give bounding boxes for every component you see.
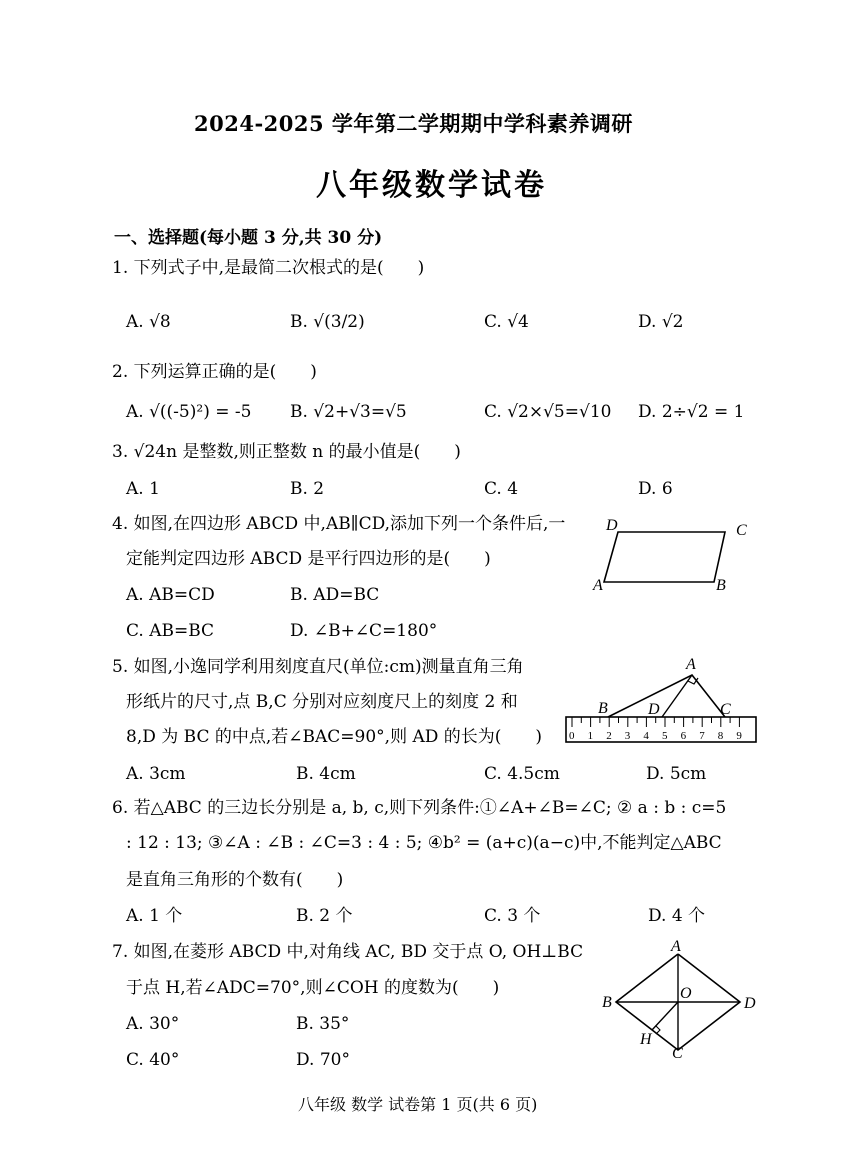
q3-option-c: C. 4 bbox=[484, 479, 519, 499]
q7-rhombus-figure bbox=[596, 938, 766, 1063]
q4-label-a: A bbox=[593, 577, 603, 594]
q4-parallelogram-figure bbox=[590, 510, 760, 600]
q4-stem-line1: 4. 如图,在四边形 ABCD 中,AB∥CD,添加下列一个条件后,一 bbox=[112, 514, 566, 534]
q7-label-a: A bbox=[671, 938, 681, 955]
q7-option-b: B. 35° bbox=[296, 1014, 350, 1034]
q6-option-b: B. 2 个 bbox=[296, 906, 353, 926]
q1-stem: 1. 下列式子中,是最简二次根式的是( ) bbox=[112, 258, 425, 278]
q5-option-a: A. 3cm bbox=[126, 764, 186, 784]
q2-stem: 2. 下列运算正确的是( ) bbox=[112, 362, 317, 382]
q5-ruler-triangle-figure bbox=[560, 650, 760, 750]
q7-option-a: A. 30° bbox=[126, 1014, 180, 1034]
q5-option-b: B. 4cm bbox=[296, 764, 356, 784]
q4-option-b: B. AD=BC bbox=[290, 585, 380, 605]
q5-stem-line2: 形纸片的尺寸,点 B,C 分别对应刻度尺上的刻度 2 和 bbox=[126, 692, 518, 712]
q5-label-a: A bbox=[686, 656, 696, 673]
ruler-tick-label: 5 bbox=[662, 730, 668, 742]
q7-option-c: C. 40° bbox=[126, 1050, 180, 1070]
q6-stem-line2: : 12 : 13; ③∠A : ∠B : ∠C=3 : 4 : 5; ④b² = (a+c)(a−c)中,不能判定△ABC bbox=[126, 833, 722, 853]
q2-option-a: A. √((-5)²) = -5 bbox=[126, 402, 252, 422]
q6-option-c: C. 3 个 bbox=[484, 906, 541, 926]
q7-label-d: D bbox=[744, 995, 756, 1012]
q1-option-c: C. √4 bbox=[484, 312, 529, 332]
ruler-tick-label: 1 bbox=[587, 730, 594, 742]
q1-option-d: D. √2 bbox=[638, 312, 684, 332]
q4-option-a: A. AB=CD bbox=[126, 585, 215, 605]
ruler-tick-label: 3 bbox=[624, 730, 631, 742]
q1-option-b: B. √(3/2) bbox=[290, 312, 365, 332]
ruler-tick-label: 8 bbox=[717, 730, 724, 742]
q7-label-o: O bbox=[680, 985, 692, 1002]
q2-option-c: C. √2×√5=√10 bbox=[484, 402, 612, 422]
section-heading: 一、选择题(每小题 3 分,共 30 分) bbox=[114, 228, 383, 248]
q6-option-a: A. 1 个 bbox=[126, 906, 183, 926]
q2-option-b: B. √2+√3=√5 bbox=[290, 402, 407, 422]
q5-label-d: D bbox=[648, 701, 660, 718]
q1-option-a: A. √8 bbox=[126, 312, 171, 332]
ruler bbox=[566, 717, 756, 742]
q4-option-d: D. ∠B+∠C=180° bbox=[290, 621, 438, 641]
ruler-tick-label: 4 bbox=[643, 730, 649, 742]
q5-stem-line3: 8,D 为 BC 的中点,若∠BAC=90°,则 AD 的长为( ) bbox=[126, 727, 543, 747]
q3-option-d: D. 6 bbox=[638, 479, 673, 499]
q5-option-d: D. 5cm bbox=[646, 764, 707, 784]
q7-stem-line2: 于点 H,若∠ADC=70°,则∠COH 的度数为( ) bbox=[126, 978, 500, 998]
q5-option-c: C. 4.5cm bbox=[484, 764, 560, 784]
q4-stem-line2: 定能判定四边形 ABCD 是平行四边形的是( ) bbox=[126, 549, 491, 569]
q4-label-b: B bbox=[716, 577, 726, 594]
q7-label-h: H bbox=[640, 1031, 652, 1048]
q4-option-c: C. AB=BC bbox=[126, 621, 215, 641]
parallelogram-shape bbox=[604, 532, 725, 582]
q4-label-c: C bbox=[736, 522, 747, 539]
q3-option-b: B. 2 bbox=[290, 479, 325, 499]
q5-label-b: B bbox=[598, 700, 608, 717]
page-footer: 八年级 数学 试卷第 1 页(共 6 页) bbox=[298, 1095, 538, 1114]
q3-stem: 3. √24n 是整数,则正整数 n 的最小值是( ) bbox=[112, 442, 461, 462]
right-angle-mark bbox=[656, 1026, 660, 1034]
ruler-tick-label: 0 bbox=[569, 730, 575, 742]
q6-option-d: D. 4 个 bbox=[648, 906, 706, 926]
q5-stem-line1: 5. 如图,小逸同学利用刻度直尺(单位:cm)测量直角三角 bbox=[112, 657, 524, 677]
segment-ad bbox=[662, 675, 692, 717]
exam-title: 八年级数学试卷 bbox=[316, 168, 547, 203]
q4-label-d: D bbox=[606, 517, 618, 534]
q6-stem-line3: 是直角三角形的个数有( ) bbox=[126, 870, 344, 890]
segment-oh bbox=[652, 1002, 678, 1030]
ruler-tick-label: 6 bbox=[680, 730, 687, 742]
q7-label-b: B bbox=[602, 994, 612, 1011]
q5-label-c: C bbox=[720, 701, 731, 718]
ruler-tick-label: 7 bbox=[699, 730, 705, 742]
q7-label-c: C bbox=[672, 1045, 683, 1062]
q7-stem-line1: 7. 如图,在菱形 ABCD 中,对角线 AC, BD 交于点 O, OH⊥BC bbox=[112, 942, 584, 962]
q2-option-d: D. 2÷√2 = 1 bbox=[638, 402, 745, 422]
ruler-tick-label: 2 bbox=[606, 730, 612, 742]
q3-option-a: A. 1 bbox=[126, 479, 160, 499]
ruler-tick-label: 9 bbox=[736, 730, 742, 742]
q7-option-d: D. 70° bbox=[296, 1050, 350, 1070]
q6-stem-line1: 6. 若△ABC 的三边长分别是 a, b, c,则下列条件:①∠A+∠B=∠C; ② a : b : c=5 bbox=[112, 798, 727, 818]
exam-subtitle: 2024-2025 学年第二学期期中学科素养调研 bbox=[194, 111, 633, 136]
